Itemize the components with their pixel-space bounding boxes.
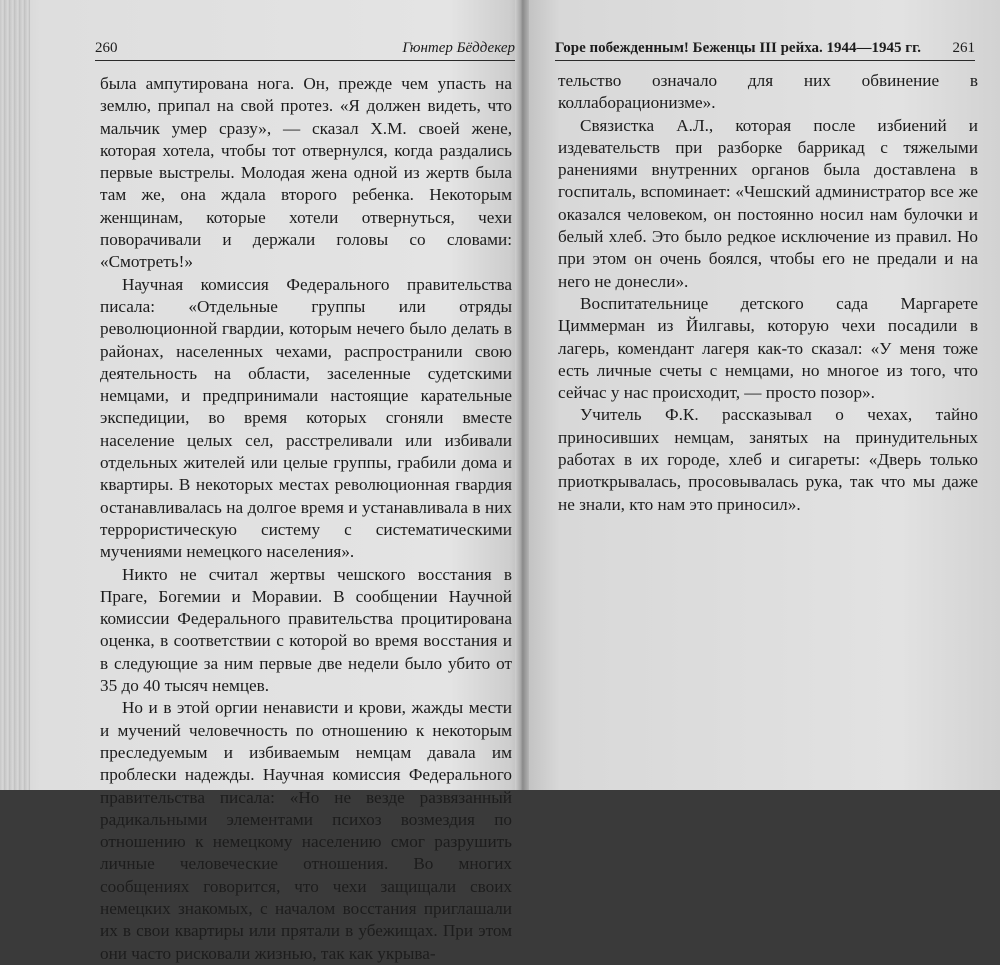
running-head-author: Гюнтер Бёддекер bbox=[402, 40, 515, 56]
paragraph: тельство означало для них обвинение в коллаборационизме». bbox=[558, 71, 978, 113]
paragraph: Научная комиссия Федерального правительства писала: «Отдельные группы или отряды революционной гвардии, которым нечего было делать в районах, населенных чехами, распространили свою деятельность на области, заселенные судетскими немцами, и предпринимали настоящие карательные экспедиции, во время которых сгоняли вместе население целых сел, расстреливали или избивали отдельных жителей или целые группы, грабили дома и квартиры. В некоторых местах революционная гвардия останавливалась на долгое время и устанавливала в них террористическую систему с систематическими мучениями немецкого населения». bbox=[100, 274, 512, 562]
paragraph: Учитель Ф.К. рассказывал о чехах, тайно приносивших немцам, занятых на принудительных работах в их городе, хлеб и сигареты: «Дверь только приоткрывалась, просовывалась рука, так что мы даже не знали, кто нам это приносил». bbox=[558, 405, 978, 514]
running-head-title: Горе побежденным! Беженцы III рейха. 1944—1945 гг. bbox=[555, 40, 921, 56]
book-gutter bbox=[515, 0, 529, 790]
paragraph: Никто не считал жертвы чешского восстания в Праге, Богемии и Моравии. В сообщении Научной комиссии Федерального правительства процитирована оценка, в соответствии с которой во время восстания и в следующие за ним первые две недели было убито от 35 до 40 тысяч немцев. bbox=[100, 564, 512, 696]
show-through-text bbox=[590, 420, 980, 750]
left-running-head bbox=[95, 40, 515, 61]
page-number: 261 bbox=[952, 40, 975, 56]
page-edges bbox=[0, 0, 30, 790]
paragraph: была ампутирована нога. Он, прежде чем упасть на землю, припал на свой протез. «Я должен видеть, что мальчик умер сразу», — сказал Х.М. своей жене, которая хотела, чтобы тот отвернулся, когда раздались первые выстрелы. Молодая жена одной из жертв была там же, она ждала второго ребенка. Некоторым женщинам, которые хотели отвернуться, чехи поворачивали и держали головы со словами: «Смотреть!» bbox=[100, 74, 512, 272]
paragraph: Но и в этой оргии ненависти и крови, жажды мести и мучений человечность по отношению к некоторым преследуемым и избиваемым немцам давала им проблески надежды. Научная комиссия Федерального правительства писала: «Но не везде развязанный радикальными элементами психоз возмездия по отношению к немецкому населению смог разрушить личные человеческие отношения. Во многих сообщениях говорится, что чехи защищали своих немецких знакомых, с началом восстания приглашали их в свои квартиры или прятали в убежищах. При этом они часто рисковали жизнью, так как укрыва- bbox=[100, 698, 512, 963]
right-running-head bbox=[555, 40, 975, 61]
left-page bbox=[40, 0, 515, 963]
paragraph: Воспитательнице детского сада Маргарете Циммерман из Йилгавы, которую чехи посадили в лагерь, комендант лагеря как-то сказал: «У меня тоже есть личные счеты с немцами, но многое из того, что сейчас у нас происходит, — просто позор». bbox=[558, 293, 978, 403]
paragraph: Связистка А.Л., которая после избиений и издевательств при разборке баррикад с тяжелыми ранениями внутренних органов была доставлена в госпиталь, вспоминает: «Чешский администратор все же оказался человеком, он постоянно носил нам булочки и белый хлеб. Это было редкое исключение из правил. Но при этом он очень боялся, чтобы его не предали и на него не донесли». bbox=[558, 115, 978, 291]
page-number: 260 bbox=[95, 40, 118, 56]
left-page-text bbox=[100, 73, 512, 965]
